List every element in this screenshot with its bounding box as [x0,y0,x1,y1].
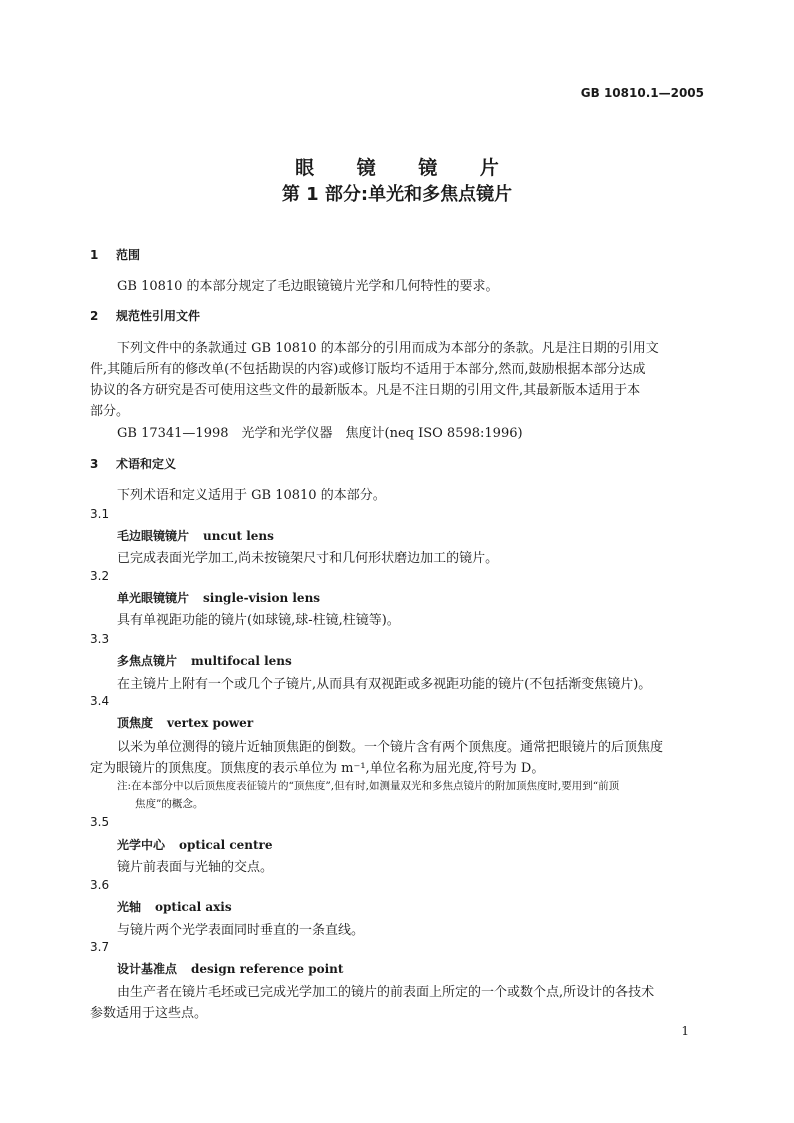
clause-number: 3.1 [90,507,110,521]
term-heading [117,527,274,544]
term-cn: 设计基准点 [117,962,178,976]
term-heading [117,652,292,669]
section-number: 1 [90,248,99,262]
term-en: optical axis [155,900,232,914]
section-title: 术语和定义 [116,457,177,471]
section-heading-2 [90,307,200,324]
term-cn: 光轴 [117,900,142,914]
section-number: 2 [90,309,99,323]
document-title: 眼 镜 镜 片 [295,157,517,179]
term-definition: 已完成表面光学加工,尚未按镜架尺寸和几何形状磨边加工的镜片。 [117,551,499,566]
term-en: multifocal lens [191,654,292,668]
term-heading [117,960,343,977]
document-subtitle: 第 1 部分:单光和多焦点镜片 [281,184,513,205]
term-heading [117,714,253,731]
term-definition: 在主镜片上附有一个或几个子镜片,从而具有双视距或多视距功能的镜片(不包括渐变焦镜片)。 [117,677,652,692]
paragraph: 下列术语和定义适用于 GB 10810 的本部分。 [117,488,386,503]
paragraph-line: 下列文件中的条款通过 GB 10810 的本部分的引用而成为本部分的条款。凡是注日期的引用文 [117,341,659,356]
section-number: 3 [90,457,99,471]
term-en: optical centre [179,838,273,852]
paragraph-line: 件,其随后所有的修改单(不包括勘误的内容)或修订版均不适用于本部分,然而,鼓励根据本部分达成 [90,362,646,377]
term-heading [117,589,320,606]
term-en: design reference point [191,962,344,976]
note-line: 注:在本部分中以后顶焦度表征镜片的“顶焦度”,但有时,如测量双光和多焦点镜片的附加顶焦度时,要用到“前顶 [117,780,620,792]
term-definition-line: 由生产者在镜片毛坯或已完成光学加工的镜片的前表面上所定的一个或数个点,所设计的各技术 [117,985,655,1000]
term-cn: 多焦点镜片 [117,654,178,668]
clause-number: 3.4 [90,694,110,708]
standard-code: GB 10810.1—2005 [580,86,704,100]
clause-number: 3.2 [90,569,110,583]
term-cn: 顶焦度 [117,716,154,730]
clause-number: 3.3 [90,632,110,646]
page-number: 1 [681,1024,689,1038]
term-en: uncut lens [203,529,274,543]
term-cn: 单光眼镜镜片 [117,591,190,605]
section-heading-3 [90,455,176,472]
term-definition: 具有单视距功能的镜片(如球镜,球-柱镜,柱镜等)。 [117,613,400,628]
section-title: 范围 [116,248,141,262]
term-definition-line: 以米为单位测得的镜片近轴顶焦距的倒数。一个镜片含有两个顶焦度。通常把眼镜片的后顶焦度 [117,740,664,755]
paragraph-line: 部分。 [90,404,130,419]
paragraph-line: 协议的各方研究是否可使用这些文件的最新版本。凡是不注日期的引用文件,其最新版本适用于本 [90,383,641,398]
note-line: 焦度”的概念。 [135,798,204,810]
term-heading [117,836,273,853]
section-title: 规范性引用文件 [116,309,201,323]
term-heading [117,898,232,915]
term-en: single-vision lens [203,591,321,605]
term-definition-line: 定为眼镜片的顶焦度。顶焦度的表示单位为 m⁻¹,单位名称为屈光度,符号为 D。 [90,761,545,776]
paragraph: GB 10810 的本部分规定了毛边眼镜镜片光学和几何特性的要求。 [117,279,499,294]
term-definition: 与镜片两个光学表面同时垂直的一条直线。 [117,923,365,938]
term-cn: 毛边眼镜镜片 [117,529,190,543]
section-heading-1 [90,246,140,263]
term-definition-line: 参数适用于这些点。 [90,1006,208,1021]
clause-number: 3.5 [90,815,110,829]
term-cn: 光学中心 [117,838,166,852]
clause-number: 3.6 [90,878,110,892]
clause-number: 3.7 [90,940,110,954]
term-definition: 镜片前表面与光轴的交点。 [117,860,274,875]
term-en: vertex power [167,716,254,730]
normative-reference: GB 17341—1998 光学和光学仪器 焦度计(neq ISO 8598:1996) [117,426,523,441]
